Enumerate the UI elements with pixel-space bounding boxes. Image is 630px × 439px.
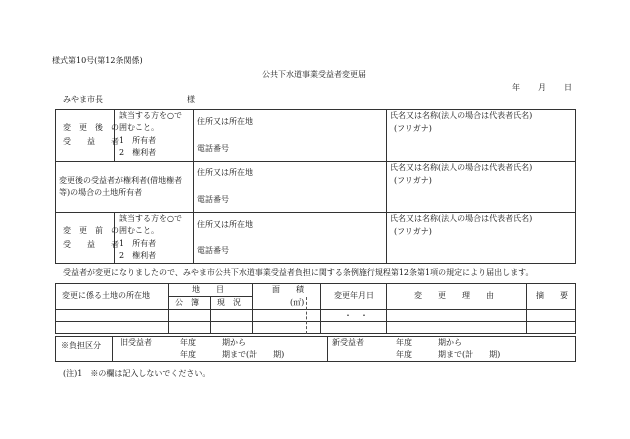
furigana-label: (フリガナ) [394,176,432,185]
address-label: 住所又は所在地 [197,220,253,229]
date-day-label: 日 [564,83,572,92]
address-label: 住所又は所在地 [197,168,253,177]
date-year-label: 年 [512,83,520,92]
new-period-from: 期から [438,338,462,347]
form-number: 様式第10号(第12条関係) [52,56,143,65]
col-divider [252,283,253,334]
addressee-honorific: 様 [187,95,195,104]
genkyo-header: 現 況 [217,298,241,307]
footnote: (注)1 ※の欄は記入しないでください。 [63,369,211,378]
col-divider [210,296,211,334]
choice-instruction: 該当する方を○で [119,111,182,120]
address-label: 住所又は所在地 [197,117,253,126]
col-divider [114,212,115,264]
choice-option-owner[interactable]: 1 所有者 [119,136,157,145]
phone-label: 電話番号 [197,144,229,153]
party-label: 変更後の受益者が権利者(借地権者 [59,176,183,185]
area-decimal-divider [306,297,307,334]
change-date-header: 変更年月日 [334,291,374,300]
col-divider [112,336,113,362]
col-divider [526,283,527,334]
party-label: 等)の場合の土地所有者 [59,188,143,197]
area-unit: (㎡) [290,298,305,307]
koubo-header: 公 簿 [175,298,199,307]
col-divider [168,283,169,334]
col-divider [320,283,321,334]
addressee: みやま市長 [63,95,103,104]
name-label: 氏名又は名称(法人の場合は代表者氏名) [390,111,533,120]
row-divider [55,309,576,310]
choice-option-holder[interactable]: 2 権利者 [119,148,157,157]
form-title: 公共下水道事業受益者変更届 [262,70,366,79]
phone-label: 電話番号 [197,195,229,204]
new-nendo-until: 年度 [396,350,412,359]
name-label: 氏名又は名称(法人の場合は代表者氏名) [390,214,533,223]
choice-instruction: 囲むこと。 [119,226,159,235]
phone-label: 電話番号 [197,246,229,255]
location-header: 変更に係る土地の所在地 [62,291,150,300]
party-label: 受 益 者 [63,137,119,146]
name-label: 氏名又は名称(法人の場合は代表者氏名) [390,163,533,172]
note-header: 摘 要 [536,291,568,300]
col-divider [193,109,194,264]
burden-label: ※負担区分 [61,341,101,350]
area-header: 面 積 [272,285,304,294]
row-divider [55,321,576,322]
date-month-label: 月 [538,83,546,92]
row-divider [55,212,576,213]
party-label: 受 益 者 [63,240,119,249]
declaration-statement: 受益者が変更になりましたので、みやま市公共下水道事業受益者負担に関する条例施行規程第12条第1項の規定により届出します。 [63,268,534,277]
choice-instruction: 囲むこと。 [119,123,159,132]
chimoku-header: 地 目 [192,285,224,294]
party-label: 変 更 前 の [63,226,119,235]
col-divider [114,109,115,161]
new-nendo-from: 年度 [396,338,412,347]
old-beneficiary-label: 旧受益者 [120,338,152,347]
col-divider [386,109,387,264]
row-divider [55,161,576,162]
choice-option-owner[interactable]: 1 所有者 [119,239,157,248]
furigana-label: (フリガナ) [394,227,432,236]
old-nendo-until: 年度 [180,350,196,359]
new-beneficiary-label: 新受益者 [332,338,364,347]
party-label: 変 更 後 の [63,123,119,132]
old-period-from: 期から [222,338,246,347]
col-divider [327,336,328,362]
choice-instruction: 該当する方を○で [119,214,182,223]
col-divider [386,283,387,334]
reason-header: 変 更 理 由 [414,291,494,300]
change-date-dots[interactable]: ・ ・ [344,311,368,320]
choice-option-holder[interactable]: 2 権利者 [119,251,157,260]
old-period-until: 期まで(計 期) [222,350,285,359]
old-nendo-from: 年度 [180,338,196,347]
new-period-until: 期まで(計 期) [438,350,501,359]
furigana-label: (フリガナ) [394,124,432,133]
